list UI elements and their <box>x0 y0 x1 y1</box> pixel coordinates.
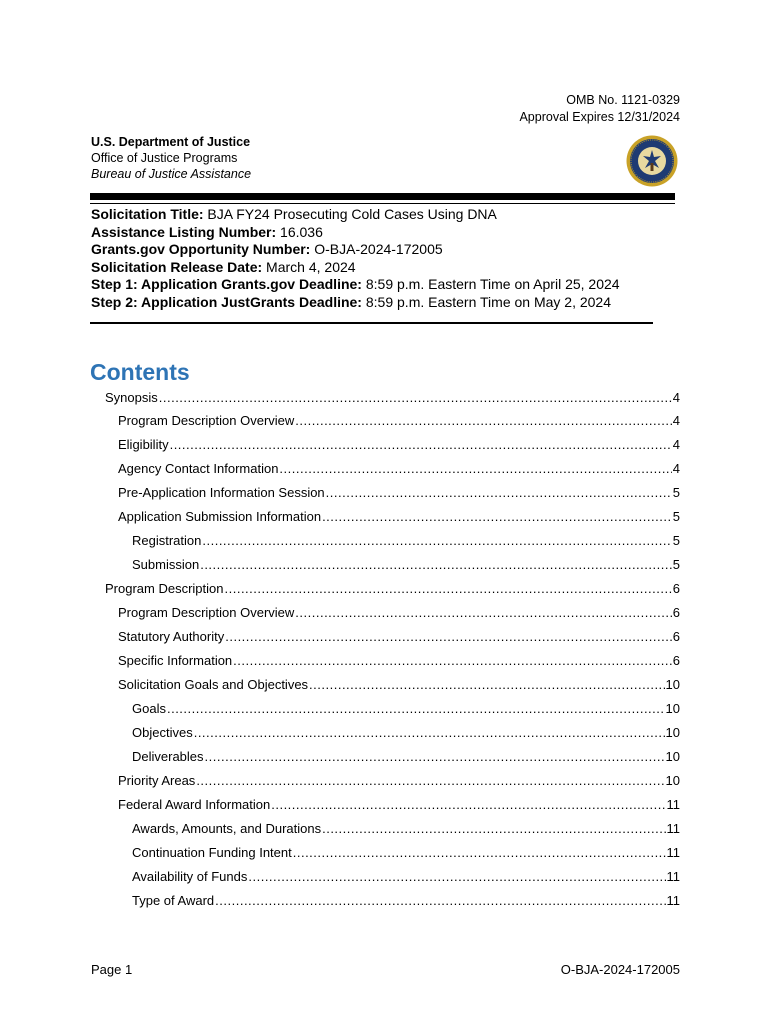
opportunity-number-line <box>91 241 620 259</box>
department-name: U.S. Department of Justice <box>91 135 251 149</box>
toc-entry[interactable]: Registration ..... 5 <box>132 533 680 549</box>
details-rule <box>90 322 653 324</box>
doj-seal-icon <box>626 135 678 187</box>
toc-entry[interactable]: Goals ..... 10 <box>132 701 680 717</box>
contents-heading: Contents <box>90 359 190 385</box>
toc-leader <box>225 629 672 645</box>
toc-entry[interactable]: Pre-Application Information Session ..... 5 <box>118 485 680 501</box>
toc-page-number: 5 <box>672 557 680 572</box>
toc-entry[interactable]: Type of Award ..... 11 <box>132 893 680 909</box>
toc-entry[interactable]: Deliverables ..... 10 <box>132 749 680 765</box>
solicitation-title-value: BJA FY24 Prosecuting Cold Cases Using DNA <box>203 206 497 222</box>
opportunity-number-value: O-BJA-2024-172005 <box>310 241 443 258</box>
step2-deadline-line <box>91 294 620 312</box>
toc-leader <box>326 485 672 501</box>
toc-page-number: 5 <box>672 533 680 548</box>
page-number-footer: Page 1 <box>91 962 133 977</box>
toc-page-number: 10 <box>665 773 680 788</box>
toc-page-number: 10 <box>665 701 680 716</box>
toc-entry[interactable]: Program Description Overview ..... 6 <box>118 605 680 621</box>
toc-leader <box>225 581 672 597</box>
office-name: Office of Justice Programs <box>91 151 238 165</box>
omb-block <box>519 92 680 126</box>
toc-leader <box>248 869 665 885</box>
step1-deadline-line <box>91 276 620 294</box>
toc-entry[interactable]: Federal Award Information ..... 11 <box>118 797 680 813</box>
toc-page-number: 6 <box>672 629 680 644</box>
bureau-name: Bureau of Justice Assistance <box>91 167 252 181</box>
toc-entry[interactable]: Priority Areas ..... 10 <box>118 773 680 789</box>
toc-page-number: 10 <box>665 749 680 764</box>
agency-block <box>91 134 251 182</box>
step1-deadline-label: Step 1: Application Grants.gov Deadline: <box>91 276 362 293</box>
toc-page-number: 10 <box>665 677 680 692</box>
toc-entry[interactable]: Objectives ..... 10 <box>132 725 680 741</box>
toc-leader <box>293 845 666 861</box>
toc-page-number: 11 <box>666 869 680 884</box>
toc-entry[interactable]: Statutory Authority ..... 6 <box>118 629 680 645</box>
toc-entry[interactable]: Continuation Funding Intent ..... 11 <box>132 845 680 861</box>
toc-page-number: 6 <box>672 581 680 596</box>
header-rule-thin <box>90 203 675 204</box>
toc-entry[interactable]: Availability of Funds ..... 11 <box>132 869 680 885</box>
toc-leader <box>233 653 672 669</box>
toc-entry[interactable]: Submission ..... 5 <box>132 557 680 573</box>
toc-leader <box>205 749 665 765</box>
toc-page-number: 4 <box>672 461 680 476</box>
header-rule-thick <box>90 193 675 200</box>
solicitation-title-label: Solicitation Title: <box>91 206 204 222</box>
toc-leader <box>295 413 671 429</box>
toc-entry[interactable]: Program Description ..... 6 <box>105 581 680 597</box>
toc-page-number: 11 <box>666 845 680 860</box>
toc-leader <box>279 461 671 477</box>
toc-leader <box>271 797 665 813</box>
toc-entry[interactable]: Synopsis ..... 4 <box>105 390 680 406</box>
toc-page-number: 4 <box>672 437 680 452</box>
release-date-label: Solicitation Release Date: <box>91 258 263 275</box>
assistance-listing-value: 16.036 <box>276 223 323 240</box>
release-date-line <box>91 259 620 277</box>
toc-entry[interactable]: Eligibility ..... 4 <box>118 437 680 453</box>
toc-page-number: 5 <box>672 485 680 500</box>
toc-leader <box>215 893 665 909</box>
toc-leader <box>295 605 671 621</box>
toc-leader <box>194 725 665 741</box>
toc-leader <box>200 557 672 573</box>
toc-entry[interactable]: Solicitation Goals and Objectives ..... 10 <box>118 677 680 693</box>
assistance-listing-line <box>91 224 620 242</box>
toc-page-number: 11 <box>666 797 680 812</box>
toc-page-number: 4 <box>672 390 680 405</box>
toc-page-number: 11 <box>666 893 680 908</box>
toc-leader <box>170 437 672 453</box>
toc-entry[interactable]: Specific Information ..... 6 <box>118 653 680 669</box>
toc-page-number: 4 <box>672 413 680 428</box>
solicitation-details <box>91 206 620 312</box>
toc-entry[interactable]: Program Description Overview ..... 4 <box>118 413 680 429</box>
omb-number: OMB No. 1121-0329 <box>566 93 680 107</box>
toc-entry[interactable]: Agency Contact Information ..... 4 <box>118 461 680 477</box>
solicitation-title-line <box>91 206 620 224</box>
toc-leader <box>202 533 671 549</box>
step2-deadline-label: Step 2: Application JustGrants Deadline: <box>91 293 362 310</box>
assistance-listing-label: Assistance Listing Number: <box>91 223 277 240</box>
toc-page-number: 6 <box>672 605 680 620</box>
toc-leader <box>159 390 672 406</box>
opportunity-number-label: Grants.gov Opportunity Number: <box>91 241 311 258</box>
toc-leader <box>322 509 672 525</box>
toc-leader <box>322 821 665 837</box>
toc-page-number: 6 <box>672 653 680 668</box>
approval-expires: Approval Expires 12/31/2024 <box>519 110 680 124</box>
toc-leader <box>167 701 665 717</box>
toc-page-number: 11 <box>666 821 680 836</box>
toc-leader <box>309 677 664 693</box>
release-date-value: March 4, 2024 <box>262 258 356 275</box>
toc-leader <box>196 773 664 789</box>
toc-page-number: 10 <box>665 725 680 740</box>
toc-entry[interactable]: Awards, Amounts, and Durations ..... 11 <box>132 821 680 837</box>
toc-page-number: 5 <box>672 509 680 524</box>
step2-deadline-value: 8:59 p.m. Eastern Time on May 2, 2024 <box>361 293 612 310</box>
document-number-footer: O-BJA-2024-172005 <box>560 962 680 977</box>
toc-entry[interactable]: Application Submission Information ..... 5 <box>118 509 680 525</box>
step1-deadline-value: 8:59 p.m. Eastern Time on April 25, 2024 <box>361 276 620 293</box>
